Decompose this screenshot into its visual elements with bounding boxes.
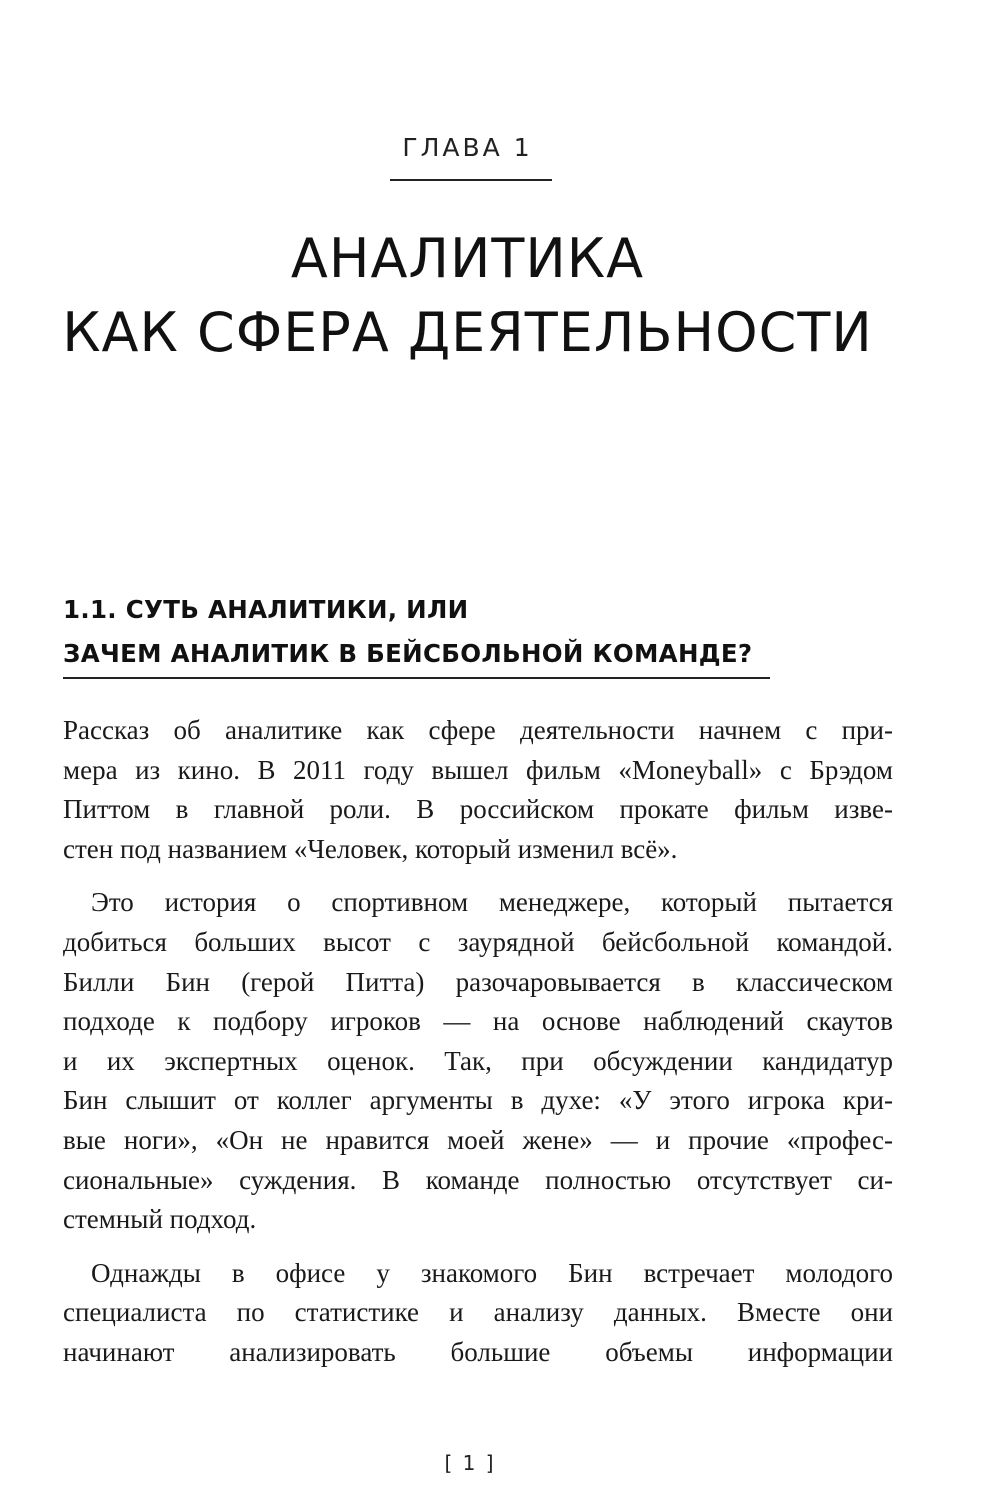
text-line: Питтом в главной роли. В российском прокате фильм изве- xyxy=(63,794,893,825)
text-line: стен под названием «Человек, который изменил всё». xyxy=(63,833,678,864)
body-text xyxy=(63,711,893,1387)
text-line: мера из кино. В 2011 году вышел фильм «Moneyball» с Брэдом xyxy=(63,754,893,785)
text-line: начинают анализировать большие объемы информации xyxy=(63,1336,893,1367)
text-line: стемный подход. xyxy=(63,1204,257,1235)
section-heading-line: 1.1. СУТЬ АНАЛИТИКИ, ИЛИ xyxy=(63,595,469,624)
text-line: Однажды в офисе у знакомого Бин встречает молодого xyxy=(91,1257,893,1288)
text-line: и их экспертных оценок. Так, при обсуждении кандидатур xyxy=(63,1045,893,1076)
paragraph xyxy=(63,1254,893,1373)
text-line: Это история о спортивном менеджере, который пытается xyxy=(91,887,893,918)
chapter-title-line: АНАЛИТИКА xyxy=(290,227,645,290)
chapter-title xyxy=(0,222,935,370)
text-line: специалиста по статистике и анализу данных. Вместе они xyxy=(63,1297,893,1328)
chapter-divider xyxy=(390,179,552,181)
text-line: Билли Бин (герой Питта) разочаровывается в классическом xyxy=(63,966,893,997)
text-line: сиональные» суждения. В команде полностью отсутствует си- xyxy=(63,1164,893,1195)
text-line: Рассказ об аналитике как сфере деятельности начнем с при- xyxy=(63,715,893,745)
text-line: Бин слышит от коллег аргументы в духе: «У этого игрока кри- xyxy=(63,1085,893,1116)
section-divider xyxy=(63,677,770,679)
paragraph xyxy=(63,711,893,869)
chapter-title-line: КАК СФЕРА ДЕЯТЕЛЬНОСТИ xyxy=(62,301,873,364)
text-line: подходе к подбору игроков — на основе наблюдений скаутов xyxy=(63,1006,893,1037)
page-number: [ 1 ] xyxy=(444,1451,496,1475)
chapter-label: ГЛАВА 1 xyxy=(402,133,533,162)
text-line: добиться больших высот с заурядной бейсбольной командой. xyxy=(63,926,893,957)
section-heading xyxy=(63,588,883,676)
paragraph xyxy=(63,883,893,1239)
text-line: вые ноги», «Он не нравится моей жене» — и прочие «профес- xyxy=(63,1124,893,1155)
section-heading-line: ЗАЧЕМ АНАЛИТИК В БЕЙСБОЛЬНОЙ КОМАНДЕ? xyxy=(63,639,753,668)
